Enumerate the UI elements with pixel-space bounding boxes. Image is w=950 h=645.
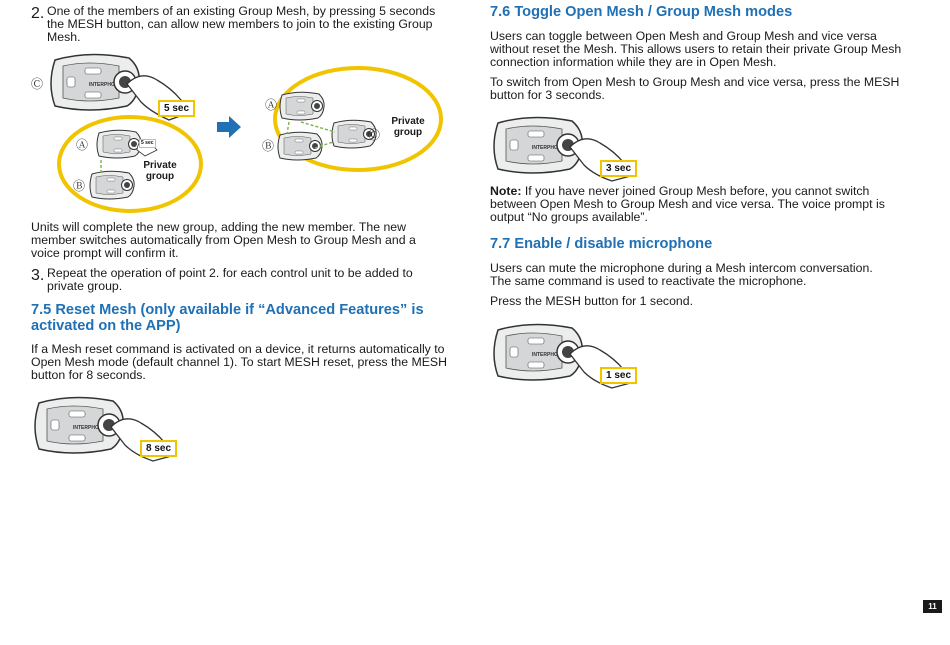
list-item-3 <box>31 267 461 294</box>
paragraph-line: Units will complete the new group, adding the new member. The new <box>31 220 407 234</box>
press-duration-badge: 3 sec <box>600 160 637 177</box>
list-item-2 <box>31 5 461 45</box>
device-press-illustration <box>490 320 690 390</box>
paragraph-line: To switch from Open Mesh to Group Mesh and vice versa, press the MESH <box>490 75 900 89</box>
list-item-line: the MESH button, can allow new members to join to the existing Group <box>47 17 433 31</box>
paragraph-line: between Open Mesh to Group Mesh and vice versa. The voice prompt is <box>490 197 885 211</box>
paragraph-reset <box>31 343 461 382</box>
unit-a-label: Ⓐ <box>76 138 89 152</box>
heading-line: activated on the APP) <box>31 318 181 334</box>
figure-group-join <box>31 50 461 215</box>
note-label: Note: <box>490 184 522 198</box>
paragraph-line: voice prompt will confirm it. <box>31 246 179 260</box>
unit-c-label: Ⓒ <box>31 77 44 91</box>
list-item-line: Mesh. <box>47 30 81 44</box>
group-label-line: Private <box>143 160 177 171</box>
paragraph-line: Users can mute the microphone during a Mesh intercom conversation. <box>490 261 873 275</box>
section-heading-7-7: 7.7 Enable / disable microphone <box>490 236 713 252</box>
paragraph-line: output “No groups available”. <box>490 210 648 224</box>
intercom-device <box>494 324 582 380</box>
device-press-illustration <box>490 113 690 183</box>
unit-b-label: Ⓑ <box>262 139 275 153</box>
figure-reset-press <box>31 393 231 463</box>
paragraph-line: without reset the Mesh. This allows users to retain their private Group Mesh <box>490 42 902 56</box>
press-duration-badge: 5 sec <box>141 140 154 146</box>
press-duration-badge: 1 sec <box>600 367 637 384</box>
section-heading-7-5 <box>31 302 461 334</box>
unit-b-label: Ⓑ <box>73 179 86 193</box>
arrow-right-icon <box>217 116 241 138</box>
page-number: 11 <box>923 600 942 613</box>
figure-toggle-press <box>490 113 690 183</box>
paragraph-line: Users can toggle between Open Mesh and Group Mesh and vice versa <box>490 29 877 43</box>
device-press-illustration <box>31 393 231 463</box>
paragraph-mute <box>490 262 920 288</box>
paragraph-line: Open Mesh mode (default channel 1). To start MESH reset, press the MESH <box>31 355 448 369</box>
unit-c-label: Ⓒ <box>368 128 381 142</box>
section-heading-7-6: 7.6 Toggle Open Mesh / Group Mesh modes <box>490 4 793 20</box>
heading-line: 7.5 Reset Mesh (only available if “Advanced Features” is <box>31 302 424 318</box>
intercom-device <box>51 54 139 110</box>
paragraph-line: The same command is used to reactivate the microphone. <box>490 274 807 288</box>
note-text: If you have never joined Group Mesh before, you cannot switch <box>521 184 870 198</box>
list-item-line: private group. <box>47 279 123 293</box>
paragraph-units <box>31 221 461 260</box>
unit-a-label: Ⓐ <box>265 98 278 112</box>
list-number: 3. <box>31 267 45 284</box>
note-paragraph <box>490 185 920 224</box>
press-duration-badge: 5 sec <box>158 100 195 117</box>
group-label <box>137 160 183 182</box>
intercom-device-a <box>97 130 141 158</box>
paragraph-line: button for 8 seconds. <box>31 368 146 382</box>
list-item-line: Repeat the operation of point 2. for each control unit to be added to <box>47 266 413 280</box>
group-label <box>385 116 431 138</box>
intercom-device-a <box>280 92 324 120</box>
group-label-line: Private <box>391 116 425 127</box>
figure-mic-press <box>490 320 690 390</box>
paragraph-line: button for 3 seconds. <box>490 88 605 102</box>
group-label-line: group <box>393 127 423 138</box>
paragraph-line: connection information while they are in Open Mesh. <box>490 55 777 69</box>
intercom-device <box>35 397 123 453</box>
paragraph-line: If a Mesh reset command is activated on a device, it returns automatically to <box>31 342 445 356</box>
paragraph-press: Press the MESH button for 1 second. <box>490 294 694 308</box>
paragraph-line: member switches automatically from Open Mesh to Group Mesh and a <box>31 233 416 247</box>
list-item-line: One of the members of an existing Group Mesh, by pressing 5 seconds <box>47 4 436 18</box>
group-label-line: group <box>145 171 175 182</box>
intercom-device <box>494 117 582 173</box>
press-duration-badge: 8 sec <box>140 440 177 457</box>
intercom-device-b <box>90 171 134 199</box>
paragraph-toggle <box>490 30 920 69</box>
list-number: 2. <box>31 5 45 22</box>
intercom-device-b <box>278 132 322 160</box>
paragraph-switch <box>490 76 920 102</box>
